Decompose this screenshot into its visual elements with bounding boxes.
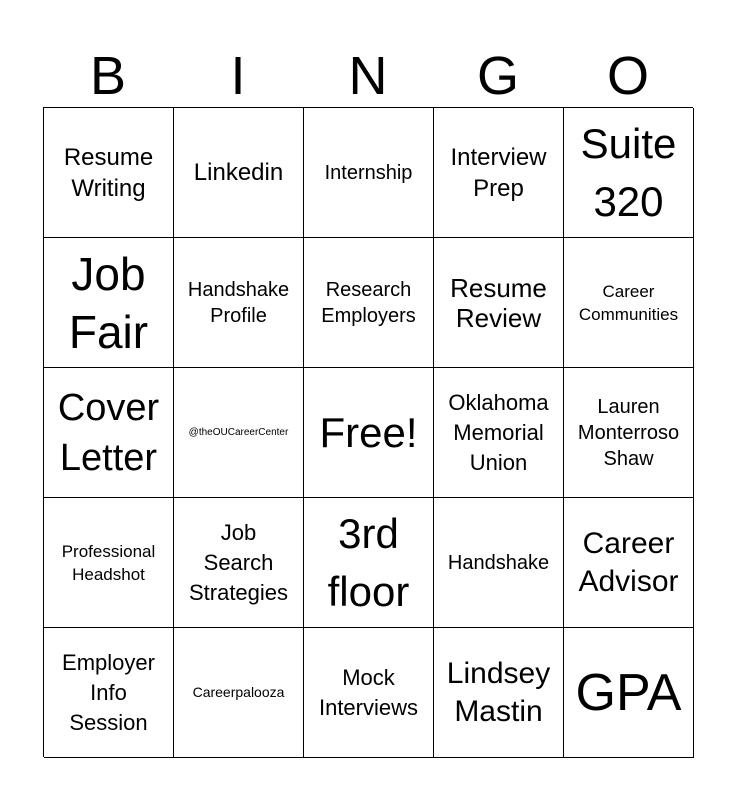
cell-label: Internship: [324, 161, 413, 184]
cell-label: Cover Letter: [57, 386, 160, 479]
cell-label: Linkedin: [193, 159, 284, 186]
bingo-cell-r3c5[interactable]: [564, 368, 694, 498]
header-letter-n: N: [348, 46, 388, 106]
bingo-cell-r1c1[interactable]: [44, 108, 174, 238]
bingo-cell-r3c4[interactable]: [434, 368, 564, 498]
cell-label: Resume Review: [450, 272, 547, 333]
bingo-cell-r1c2[interactable]: [174, 108, 304, 238]
bingo-cell-r5c1[interactable]: [44, 628, 174, 758]
bingo-cell-r4c4[interactable]: [434, 498, 564, 628]
bingo-cell-r3c1[interactable]: [44, 368, 174, 498]
cell-label: Handshake: [447, 551, 550, 574]
cell-label: Mock Interviews: [318, 664, 419, 720]
bingo-cell-r4c1[interactable]: [44, 498, 174, 628]
bingo-cell-r4c2[interactable]: [174, 498, 304, 628]
bingo-cell-r1c3[interactable]: [304, 108, 434, 238]
cell-label: GPA: [575, 663, 682, 722]
cell-label: Research Employers: [321, 278, 416, 327]
bingo-cell-r3c2[interactable]: [174, 368, 304, 498]
header-letter-g: G: [476, 46, 519, 106]
bingo-cell-r2c2[interactable]: [174, 238, 304, 368]
cell-label: Careerpalooza: [192, 684, 285, 700]
cell-label: Oklahoma Memorial Union: [448, 389, 549, 475]
cell-label: Resume Writing: [63, 143, 154, 202]
cell-label: 3rd floor: [327, 509, 410, 615]
cell-label: Interview Prep: [450, 143, 547, 202]
header-letter-b: B: [89, 46, 127, 106]
bingo-cell-r2c1[interactable]: [44, 238, 174, 368]
bingo-cell-r1c4[interactable]: [434, 108, 564, 238]
bingo-cell-r4c5[interactable]: [564, 498, 694, 628]
bingo-cell-r2c4[interactable]: [434, 238, 564, 368]
bingo-cell-r1c5[interactable]: [564, 108, 694, 238]
bingo-cell-r5c5[interactable]: [564, 628, 694, 758]
header-letter-o: O: [606, 46, 649, 106]
cell-label: Job Search Strategies: [188, 519, 289, 605]
cell-label: Handshake Profile: [187, 278, 290, 327]
bingo-header: [43, 44, 693, 108]
bingo-cell-r4c3[interactable]: [304, 498, 434, 628]
header-letter-i: I: [230, 46, 246, 106]
cell-label: Lindsey Mastin: [446, 656, 551, 728]
cell-label: Lauren Monterroso Shaw: [577, 395, 680, 470]
cell-label: Professional Headshot: [61, 541, 156, 584]
cell-label: @theOUCareerCenter: [188, 426, 289, 438]
bingo-cell-r5c4[interactable]: [434, 628, 564, 758]
cell-label: Employer Info Session: [62, 649, 155, 735]
bingo-board: [43, 107, 693, 757]
cell-label: Suite 320: [580, 119, 677, 225]
bingo-cell-r5c2[interactable]: [174, 628, 304, 758]
cell-label: Job Fair: [68, 247, 149, 358]
cell-label: Free!: [319, 408, 418, 456]
bingo-cell-r2c3[interactable]: [304, 238, 434, 368]
cell-label: Career Communities: [578, 281, 679, 324]
bingo-cell-r3c3[interactable]: [304, 368, 434, 498]
bingo-cell-r5c3[interactable]: [304, 628, 434, 758]
cell-label: Career Advisor: [578, 526, 679, 598]
bingo-cell-r2c5[interactable]: [564, 238, 694, 368]
